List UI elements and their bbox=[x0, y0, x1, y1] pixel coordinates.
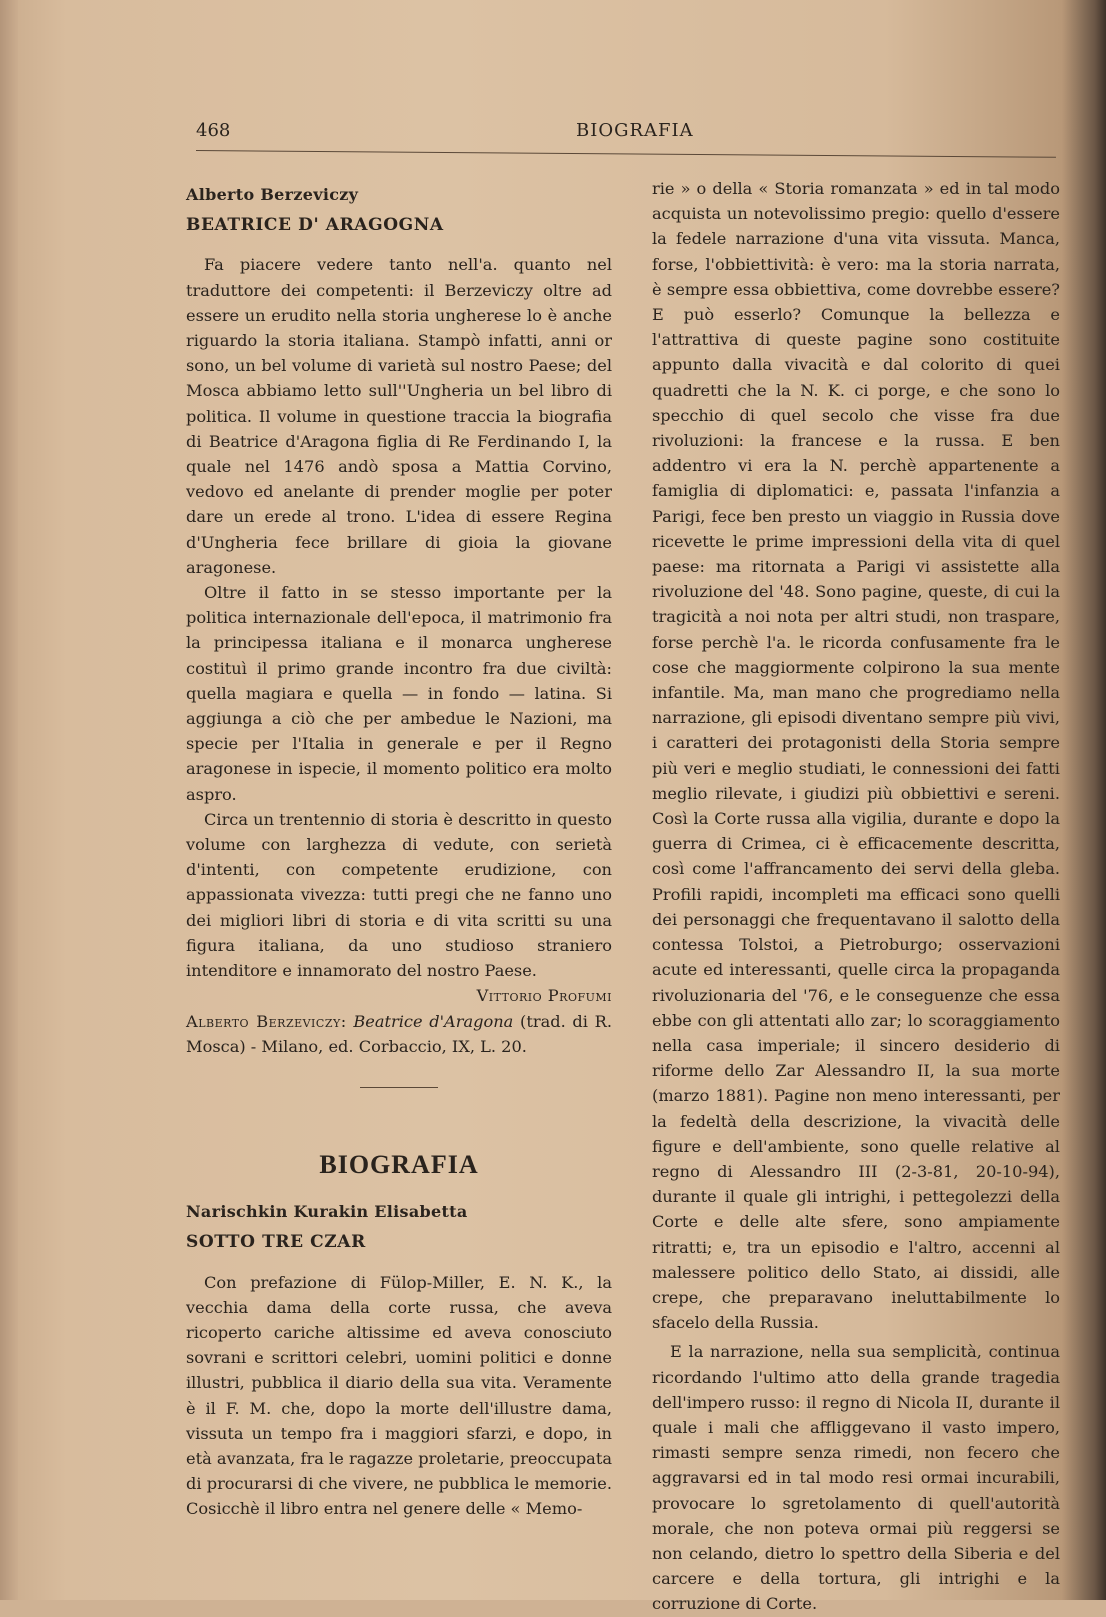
review1-signature: Vittorio Profumi bbox=[476, 986, 612, 1006]
citation-book-title: Beatrice d'Aragona bbox=[353, 1011, 514, 1031]
section-heading: BIOGRAFIA bbox=[319, 1149, 479, 1179]
review2-paragraph: E la narrazione, nella sua semplicità, continua ricordando l'ultimo atto della grande tragedia dell'impero russo: il regno di Nicola II, durante il quale i mali che affliggevano il vasto impero, rimasti sempre senza rimedi, non fecero che aggravarsi ed in tal modo resi ormai incurabili, provocare lo sgretolamento di quell'autorità morale, che non poteva ormai più reggersi se non celando, dietro lo spettro della Siberia e del carcere e della tortura, gli intrighi e la corruzione di Corte. bbox=[652, 1342, 1060, 1614]
review1-paragraph: Circa un trentennio di storia è descritto in questo volume con larghezza di vedute, con serietà d'intenti, con competente erudizione, con appassionata vivezza: tutti pregi che ne fanno uno dei migliori libri di storia e di vita scritti su una figura italiana, da uno studioso straniero intenditore e innamorato del nostro Paese. bbox=[186, 809, 612, 981]
review1-paragraph: Fa piacere vedere tanto nell'a. quanto nel traduttore dei competenti: il Berzeviczy oltre ad essere un erudito nella storia ungherese lo è anche riguardo la storia italiana. Stampò infatti, anni or sono, un bel volume di varietà sul nostro Paese; del Mosca abbiamo letto sull''Ungheria un bel libro di politica. Il volume in questione traccia la biografia di Beatrice d'Aragona figlia di Re Ferdinando I, la quale nel 1476 andò sposa a Mattia Corvino, vedovo ed anelante di prender moglie per poter dare un erede al trono. L'idea di essere Regina d'Ungheria fece brillare di gioia la giovane aragonese. bbox=[186, 255, 612, 577]
review2-author: Narischkin Kurakin Elisabetta bbox=[186, 1202, 468, 1222]
review1-citation bbox=[186, 1009, 612, 1059]
page-gutter bbox=[0, 0, 18, 1600]
right-column bbox=[652, 176, 1060, 1617]
citation-author: Alberto Berzeviczy: bbox=[186, 1011, 347, 1031]
review1-paragraph: Oltre il fatto in se stesso importante per la politica internazionale dell'epoca, il matrimonio fra la principessa italiana e il monarca ungherese costituì il primo grande incontro fra due civiltà: quella magiara e quella — in fondo — latina. Si aggiunga a ciò che per ambedue le Nazioni, ma specie per l'Italia in generale e per il Regno aragonese in ispecie, il momento politico era molto aspro. bbox=[186, 583, 612, 804]
review1-author: Alberto Berzeviczy bbox=[186, 185, 359, 204]
page-header bbox=[196, 120, 1056, 154]
review2-paragraph: rie » o della « Storia romanzata » ed in tal modo acquista un notevolissimo pregio: quello d'essere la fedele narrazione d'una vita vissuta. Manca, forse, l'obbiettività: è vero: ma la storia narrata, è sempre essa obbiettiva, come dovrebbe essere? E può esserlo? Comunque la bellezza e l'attrattiva di queste pagine sono costituite appunto dalla vivacità e dal colorito di quei quadretti che la N. K. ci porge, e che sono lo specchio di quel secolo che visse fra due rivoluzioni: la francese e la russa. E ben addentro vi era la N. perchè appartenente a famiglia di diplomatici: e, passata l'infanzia a Parigi, fece ben presto un viaggio in Russia dove ricevette le prime impressioni della vita di quel paese: ma ritornata a Parigi vi assistette alla rivoluzione del '48. Sono pagine, queste, di cui la tragicità a noi nota per altri studi, non traspare, forse perchè l'a. le ricorda confusamente fra le cose che maggiormente colpirono la sua mente infantile. Ma, man mano che progrediamo nella narrazione, gli episodi diventano sempre più vivi, i caratteri dei protagonisti della Storia sempre più veri e meglio studiati, le connessioni dei fatti meglio rilevate, i giudizi più obbiettivi e sereni. Così la Corte russa alla vigilia, durante e dopo la guerra di Crimea, ci è efficacemente descritta, così come l'affrancamento dei servi della gleba. Profili rapidi, incompleti ma efficaci sono quelli dei personaggi che frequentavano il salotto della contessa Tolstoi, a Pietroburgo; osservazioni acute ed interessanti, quelle circa la propaganda rivoluzionaria del '76, e le conseguenze che essa ebbe con gli attentati allo zar; lo scoraggiamento nella casa imperiale; il sincero desiderio di riforme dello Zar Alessandro II, la sua morte (marzo 1881). Pagine non meno interessanti, per la fedeltà della descrizione, la vivacità delle figure e dell'ambiente, sono quelle relative al regno di Alessandro III (2-3-81, 20-10-94), durante il quale gli intrighi, i pettegolezzi della Corte e delle alte sfere, sono ampiamente ritratti; e, tra un episodio e l'altro, accenni al malessere politico dello Stato, ai dissidi, alle crepe, che preparavano ineluttabilmente lo sfacelo della Russia. bbox=[652, 179, 1060, 1333]
citation-details: (trad. di R. Mosca) - Milano, ed. Corbaccio, IX, L. 20. bbox=[186, 1011, 612, 1056]
running-head: BIOGRAFIA bbox=[576, 120, 694, 141]
left-column bbox=[186, 182, 612, 1522]
review2-paragraph: Con prefazione di Fülop-Miller, E. N. K., la vecchia dama della corte russa, che aveva ricoperto cariche altissime ed aveva conosciuto sovrani e scrittori celebri, uomini politici e donne illustri, pubblica il diario della sua vita. Veramente è il F. M. che, dopo la morte dell'illustre dama, vissuta un tempo fra i maggiori sfarzi, e dopo, in età avanzata, fra le ragazze proletarie, preoccupata di procurarsi di che vivere, ne pubblica le memorie. Cosicchè il libro entra nel genere delle « Memo- bbox=[186, 1272, 612, 1519]
review1-title: BEATRICE D' ARAGOGNA bbox=[186, 215, 444, 236]
section-divider bbox=[360, 1087, 438, 1088]
page-number: 468 bbox=[196, 120, 231, 141]
review2-title: SOTTO TRE CZAR bbox=[186, 1232, 366, 1253]
